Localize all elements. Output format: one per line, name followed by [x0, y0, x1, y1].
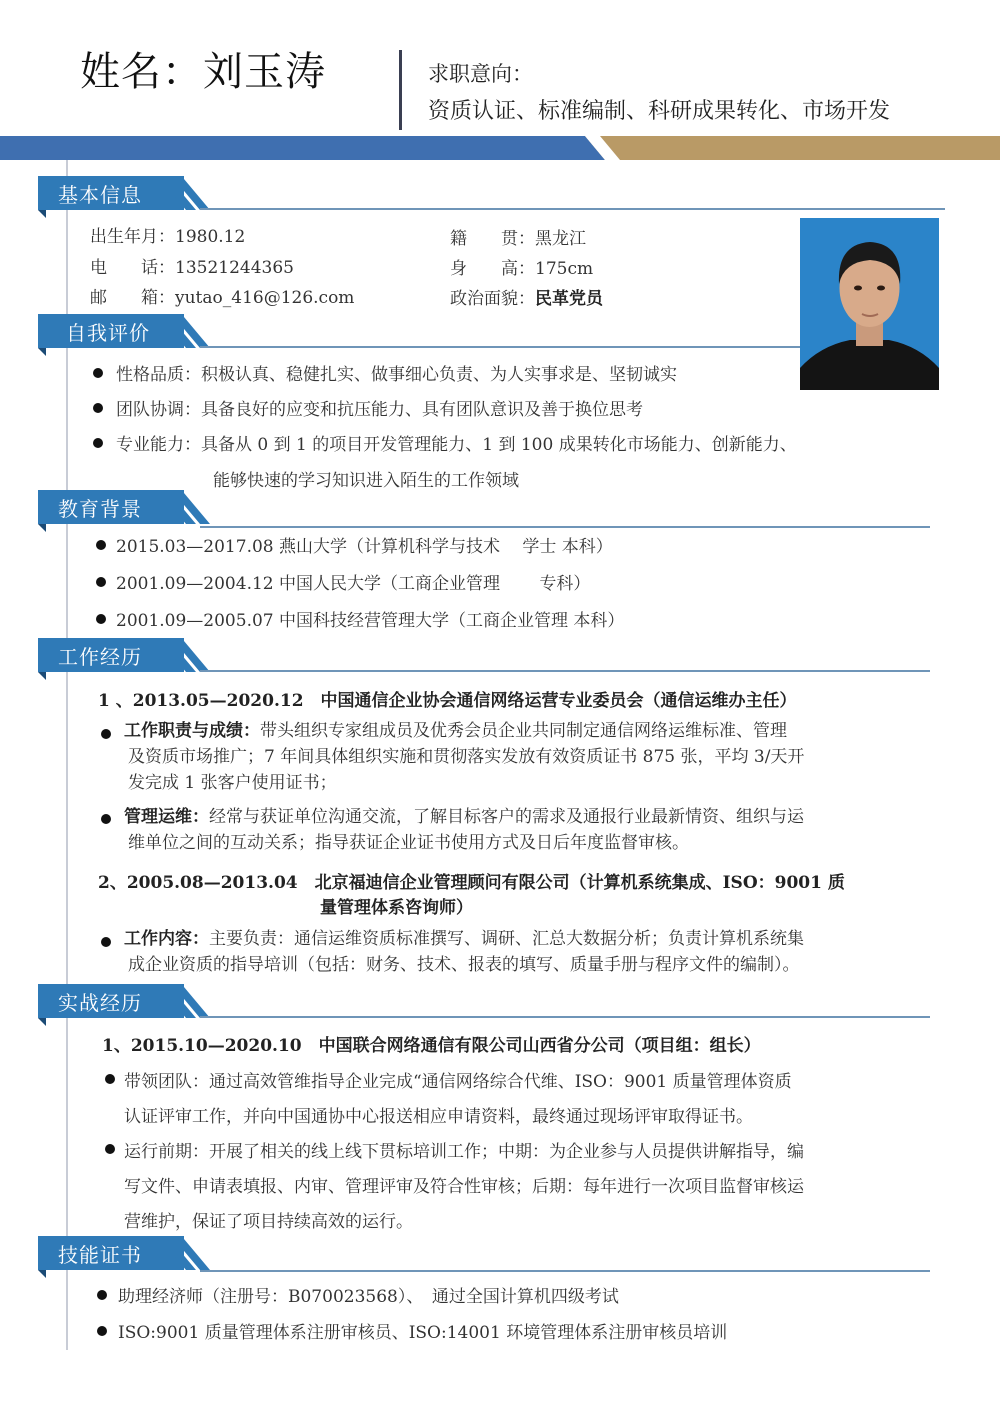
- phone-row: [90, 253, 294, 278]
- job-intent-text: 资质认证、标准编制、科研成果转化、市场开发: [428, 99, 891, 124]
- origin-value: 黑龙江: [535, 229, 586, 249]
- section-skills-title: 技能证书: [58, 1243, 142, 1267]
- bullet-icon: [97, 1290, 107, 1300]
- bullet-icon: [93, 403, 103, 413]
- bullet-icon: [96, 577, 106, 587]
- section-self-title: 自我评价: [66, 321, 150, 345]
- origin-label: 籍 贯：: [450, 229, 535, 249]
- work-job2-content-line: 成企业资质的指导培训（包括：财务、技术、报表的填写、质量手册与程序文件的编制）。: [128, 955, 800, 975]
- bullet-icon: [101, 937, 111, 947]
- bullet-icon: [96, 540, 106, 550]
- education-item: 2001.09—2004.12 中国人民大学（工商企业管理 专科）: [116, 574, 591, 594]
- party-value: 民革党员: [535, 289, 603, 309]
- bullet-icon: [101, 814, 111, 824]
- bullet-icon: [97, 1326, 107, 1336]
- section-practice-rule: [200, 1016, 930, 1018]
- section-skills-header: [38, 1236, 208, 1270]
- job-intent-title: 求职意向：: [428, 62, 533, 86]
- section-work-header: [38, 638, 208, 672]
- practice-item-phases-line: 营维护，保证了项目持续高效的运行。: [124, 1212, 413, 1232]
- section-work-title: 工作经历: [58, 645, 142, 669]
- section-skills-rule: [200, 1270, 930, 1272]
- header-divider: [399, 50, 402, 130]
- education-item: 2001.09—2005.07 中国科技经营管理大学（工商企业管理 本科）: [116, 611, 625, 631]
- bullet-icon: [105, 1144, 115, 1154]
- section-education-title: 教育背景: [58, 497, 142, 521]
- work-job1-mgmt: [124, 804, 924, 856]
- skill-item: ISO:9001 质量管理体系注册审核员、ISO:14001 环境管理体系注册审核员培训: [118, 1323, 728, 1343]
- practice-item-team: [124, 1065, 934, 1135]
- work-job1-duty-line: 及资质市场推广；7 年间具体组织实施和贯彻落实发放有效资质证书 875 张，平均 3/天开: [128, 747, 805, 767]
- origin-row: [450, 224, 586, 249]
- skill-item: 助理经济师（注册号：B070023568）、 通过全国计算机四级考试: [118, 1287, 619, 1307]
- email-row: [90, 283, 354, 308]
- work-job1-heading: 1 、2013.05—2020.12 中国通信企业协会通信网络运营专业委员会（通信运维办主任）: [98, 691, 797, 711]
- bullet-icon: [93, 438, 103, 448]
- work-job1-mgmt-text: 经常与获证单位沟通交流，了解目标客户的需求及通报行业最新情资、组织与运: [209, 807, 804, 827]
- section-self-rule: [200, 346, 800, 348]
- work-job1-duty-line: 发完成 1 张客户使用证书；: [128, 773, 337, 793]
- height-label: 身 高：: [450, 259, 535, 279]
- work-job2-company: 北京福迪信企业管理顾问有限公司（计算机系统集成、ISO：9001 质: [314, 873, 845, 893]
- section-practice-title: 实战经历: [58, 991, 142, 1015]
- profile-photo: [800, 218, 939, 390]
- candidate-name: 姓名：刘玉涛: [80, 49, 326, 95]
- practice-item-team-line: 认证评审工作，并向中国通协中心报送相应申请资料，最终通过现场评审取得证书。: [124, 1107, 753, 1127]
- height-row: [450, 254, 593, 279]
- self-item-professional-cont: 能够快速的学习知识进入陌生的工作领域: [213, 471, 519, 491]
- work-job2-content-label: 工作内容：: [124, 929, 209, 949]
- section-education-rule: [200, 526, 930, 528]
- bullet-icon: [96, 614, 106, 624]
- practice-item-heading: 1、2015.10—2020.10 中国联合网络通信有限公司山西省分公司（项目组：组长）: [102, 1036, 761, 1056]
- practice-item-phases-line: 写文件、申请表填报、内审、管理评审及符合性审核；后期：每年进行一次项目监督审核运: [124, 1177, 804, 1197]
- section-practice-header: [38, 984, 208, 1018]
- phone-label: 电 话：: [90, 258, 175, 278]
- self-item-teamwork: 团队协调：具备良好的应变和抗压能力、具有团队意识及善于换位思考: [116, 400, 643, 420]
- phone-value: 13521244365: [175, 258, 294, 278]
- self-item-character: 性格品质：积极认真、稳健扎实、做事细心负责、为人实事求是、坚韧诚实: [116, 365, 677, 385]
- birth-value: 1980.12: [175, 227, 246, 247]
- work-job1-mgmt-line: 维单位之间的互动关系；指导获证企业证书使用方式及日后年度监督审核。: [128, 833, 689, 853]
- birth-label: 出生年月：: [90, 227, 175, 247]
- section-basic-header: [38, 176, 208, 210]
- section-basic-title: 基本信息: [58, 183, 142, 207]
- bullet-icon: [93, 368, 103, 378]
- email-label: 邮 箱：: [90, 288, 175, 308]
- work-job2-date: 2、2005.08—2013.04: [98, 873, 315, 893]
- work-job1-duty: [124, 718, 924, 796]
- work-job2-heading: [98, 868, 845, 893]
- practice-item-phases: [124, 1135, 934, 1240]
- practice-item-team-line: 带领团队：通过高效管维指导企业完成“通信网络综合代维、ISO：9001 质量管理体资质: [124, 1072, 792, 1092]
- work-job2-content: [124, 926, 934, 978]
- bullet-icon: [101, 729, 111, 739]
- work-job2-content-text: 主要负责：通信运维资质标准撰写、调研、汇总大数据分析；负责计算机系统集: [209, 929, 804, 949]
- work-job1-duty-label: 工作职责与成绩：: [124, 721, 260, 741]
- section-work-rule: [200, 670, 930, 672]
- education-item: 2015.03—2017.08 燕山大学（计算机科学与技术 学士 本科）: [116, 537, 613, 557]
- bullet-icon: [105, 1074, 115, 1084]
- party-label: 政治面貌：: [450, 289, 535, 309]
- work-job1-mgmt-label: 管理运维：: [124, 807, 209, 827]
- section-basic-rule: [200, 208, 945, 210]
- header-band: [0, 136, 1000, 160]
- practice-item-phases-line: 运行前期：开展了相关的线上线下贯标培训工作；中期：为企业参与人员提供讲解指导，编: [124, 1142, 804, 1162]
- work-job1-duty-text: 带头组织专家组成员及优秀会员企业共同制定通信网络运维标准、管理: [260, 721, 787, 741]
- party-row: [450, 284, 603, 309]
- self-item-professional: 专业能力：具备从 0 到 1 的项目开发管理能力、1 到 100 成果转化市场能力、创新能力、: [116, 435, 797, 455]
- height-value: 175cm: [535, 259, 594, 279]
- work-job2-heading-cont: 量管理体系咨询师）: [320, 898, 473, 918]
- email-value: yutao_416@126.com: [175, 288, 355, 308]
- section-education-header: [38, 490, 208, 524]
- section-self-header: [38, 314, 208, 348]
- birth-row: [90, 222, 245, 247]
